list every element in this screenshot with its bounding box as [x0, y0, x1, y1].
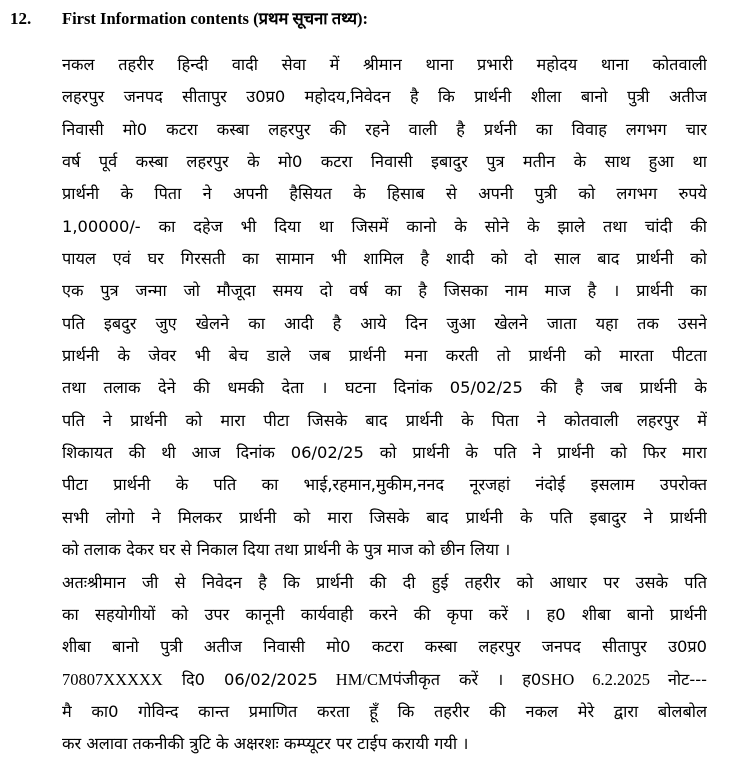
text-line: को तलाक देकर घर से निकाल दिया तथा प्रार्थनी के पुत्र माज को छीन लिया ।	[62, 540, 511, 560]
text-line: पायल एवं घर गिरसती का सामान भी शामिल है शादी को दो साल बाद प्रार्थनी को	[62, 249, 707, 269]
text-line: नकल तहरीर हिन्दी वादी सेवा में श्रीमान थाना प्रभारी महोदय थाना कोतवाली	[62, 55, 707, 74]
text-line: पीटा प्रार्थनी के पति का भाई,रहमान,मुकीम,ननद नूरजहां नंदोई इसलाम उपरोक्त	[62, 475, 707, 495]
phone-number: 70807XXXXX	[62, 669, 163, 689]
registration-date: 06/02/2025	[224, 669, 318, 689]
sho-stamp: SHO 6.2.2025	[541, 669, 668, 689]
text-line: वर्ष पूर्व कस्बा लहरपुर के मो0 कटरा निवासी इबादुर पुत्र मतीन के साथ हुआ था	[62, 152, 707, 172]
text-line: मै का0 गोविन्द कान्त प्रमाणित करता हूँ कि तहरीर की नकल मेरे द्वारा बोलबोल	[62, 701, 707, 721]
note-label: नोट---	[667, 669, 707, 689]
section-heading	[10, 8, 735, 30]
text-line: तथा तलाक देने की धमकी देता । घटना दिनांक 05/02/25 की है जब प्रार्थनी के	[62, 378, 707, 398]
text-line: प्रार्थनी के पिता ने अपनी हैसियत के हिसाब से अपनी पुत्री को लगभग रुपये	[62, 184, 707, 204]
text-line: पति ने प्रार्थनी को मारा पीटा जिसके बाद प्रार्थनी के पिता ने कोतवाली लहरपुर में	[62, 410, 707, 430]
date-prefix: दि0	[162, 669, 225, 689]
text-line: निवासी मो0 कटरा कस्बा लहरपुर की रहने वाली है प्रर्थनी का विवाह लगभग चार	[62, 119, 707, 139]
text-line: पति इबदुर जुए खेलने का आदी है आये दिन जुआ खेलने जाता यहा तक उसने	[62, 313, 707, 333]
section-title: First Information contents (प्रथम सूचना तथ्य):	[62, 9, 369, 28]
text-line: अतःश्रीमान जी से निवेदन है कि प्रार्थनी की दी हुई तहरीर को आधार पर उसके पति	[62, 572, 707, 592]
text-line: एक पुत्र जन्मा जो मौजूदा समय दो वर्ष का है जिसका नाम माज है । प्रार्थनी का	[62, 281, 707, 301]
text-line: शीबा बानो पुत्री अतीज निवासी मो0 कटरा कस्बा लहरपुर जनपद सीतापुर उ0प्र0	[62, 637, 707, 657]
text-line: सभी लोगो ने मिलकर प्रार्थनी को मारा जिसके बाद प्रार्थनी के पति इबादुर ने प्रार्थनी	[62, 507, 707, 527]
text-line: 1,00000/- का दहेज भी दिया था जिसमें कानो के सोने के झाले तथा चांदी की	[62, 216, 707, 236]
section-number: 12.	[10, 9, 32, 28]
text-line: कर अलावा तकनीकी त्रुटि के अक्षरशः कम्प्यूटर पर टाईप करायी गयी ।	[62, 734, 469, 754]
text-line: लहरपुर जनपद सीतापुर उ0प्र0 महोदय,निवेदन है कि प्रार्थनी शीला बानो पुत्री अतीज	[62, 87, 707, 107]
text-line-mixed	[62, 664, 707, 696]
hm-cm-label: HM/CM	[317, 669, 393, 689]
register-text: पंजीकृत करें । ह0	[392, 669, 542, 689]
text-line: का सहयोगीयों को उपर कानूनी कार्यवाही करने की कृपा करें । ह0 शीबा बानो प्रार्थनी	[62, 604, 707, 624]
text-line: प्रार्थनी के जेवर भी बेच डाले जब प्रार्थनी मना करती तो प्रार्थनी को मारता पीटता	[62, 346, 707, 366]
fir-content-body	[62, 49, 707, 761]
text-line: शिकायत की थी आज दिनांक 06/02/25 को प्रार्थनी के पति ने प्रार्थनी को फिर मारा	[62, 443, 707, 463]
